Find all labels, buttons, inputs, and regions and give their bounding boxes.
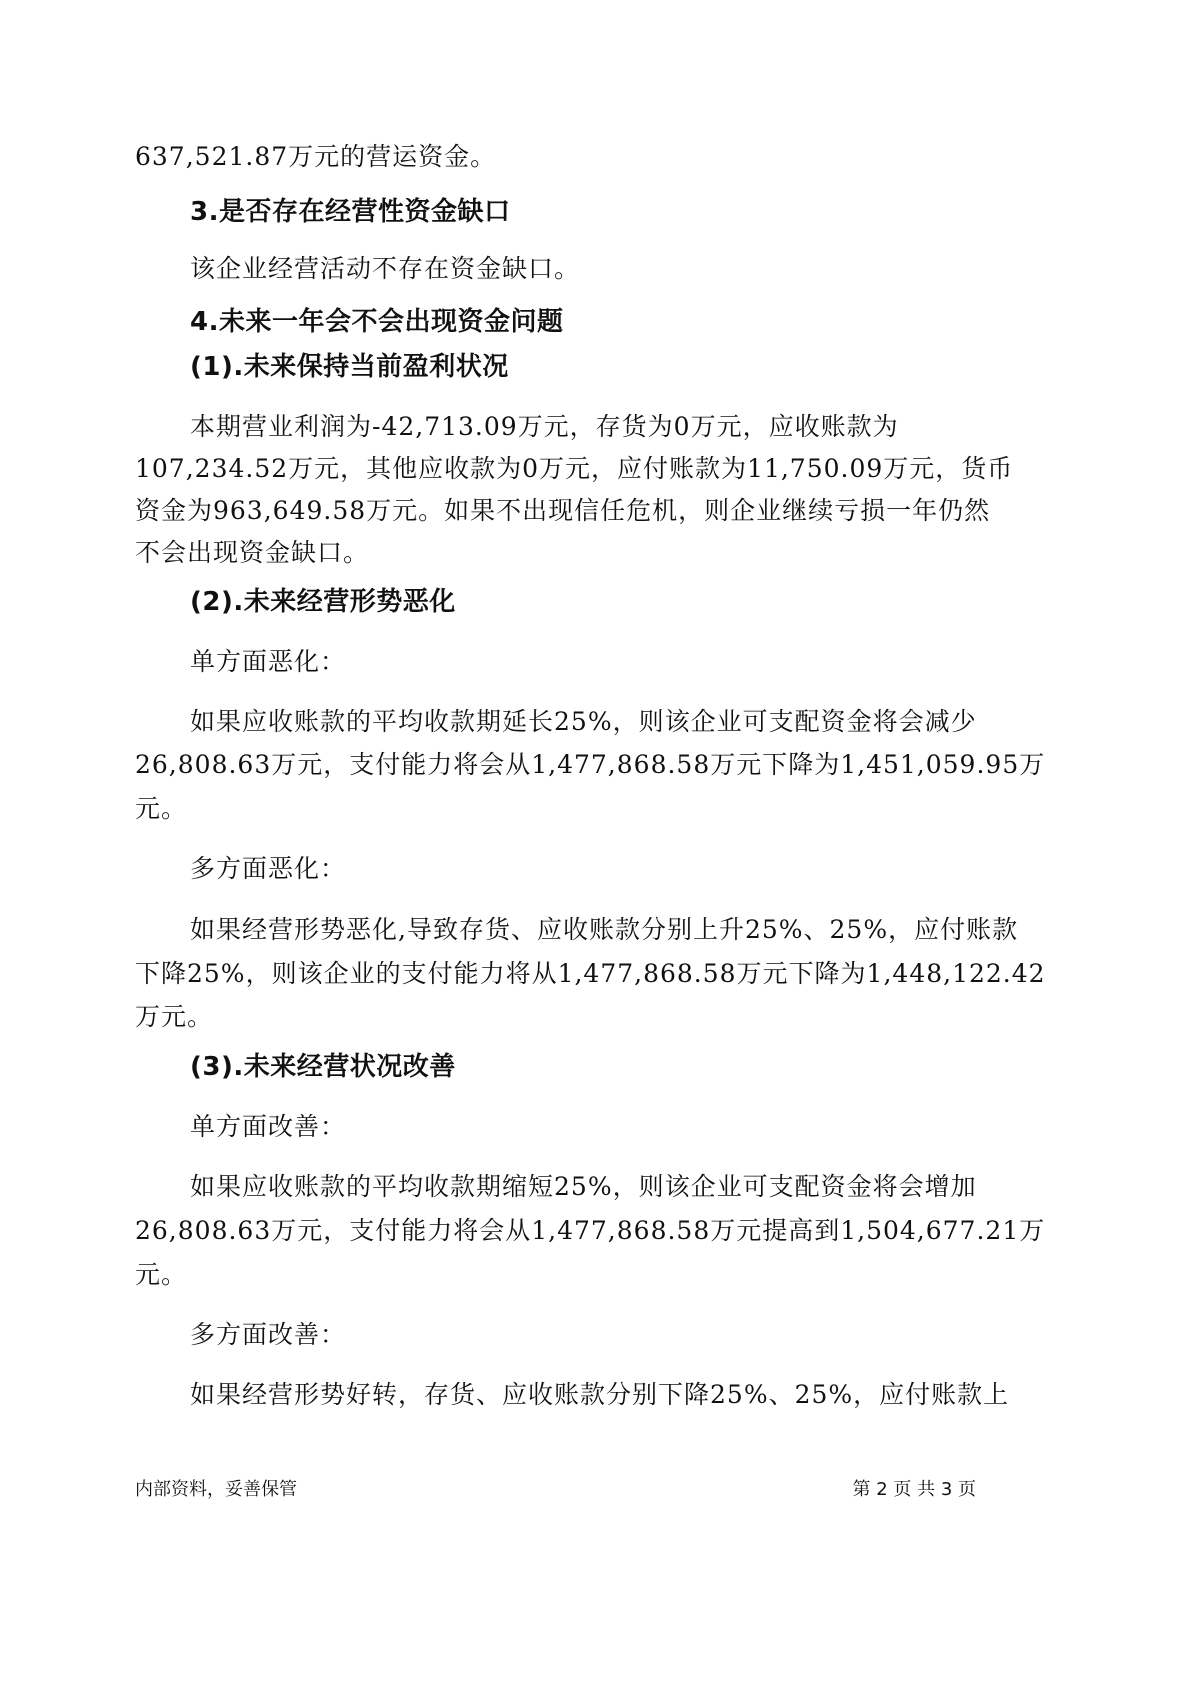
paragraph-line: 不会出现资金缺口。 [135, 538, 370, 567]
paragraph-line: 元。 [135, 794, 188, 823]
paragraph-line: 26,808.63万元，支付能力将会从1,477,868.58万元下降为1,451,059.95万 [135, 750, 1046, 779]
section-heading: 4.未来一年会不会出现资金问题 [190, 307, 564, 337]
paragraph-line: 637,521.87万元的营运资金。 [135, 142, 497, 171]
paragraph-label: 多方面恶化： [190, 854, 347, 883]
subsection-heading: (2).未来经营形势恶化 [190, 587, 456, 617]
paragraph-line: 如果经营形势好转，存货、应收账款分别下降25%、25%，应付账款上 [190, 1380, 1010, 1409]
subsection-heading: (3).未来经营状况改善 [190, 1052, 456, 1082]
section-heading: 3.是否存在经营性资金缺口 [190, 197, 511, 227]
paragraph-label: 单方面改善： [190, 1112, 347, 1141]
paragraph-line: 元。 [135, 1260, 188, 1289]
paragraph-line: 如果应收账款的平均收款期缩短25%，则该企业可支配资金将会增加 [190, 1172, 977, 1201]
paragraph-line: 本期营业利润为-42,713.09万元，存货为0万元，应收账款为 [190, 412, 899, 441]
subsection-heading: (1).未来保持当前盈利状况 [190, 352, 509, 382]
footer-page-number: 第 2 页 共 3 页 [852, 1479, 976, 1500]
paragraph-line: 107,234.52万元，其他应收款为0万元，应付账款为11,750.09万元，货币 [135, 454, 1014, 483]
paragraph-line: 该企业经营活动不存在资金缺口。 [190, 254, 581, 283]
paragraph-label: 多方面改善： [190, 1320, 347, 1349]
paragraph-line: 如果经营形势恶化,导致存货、应收账款分别上升25%、25%，应付账款 [190, 915, 1019, 944]
paragraph-line: 如果应收账款的平均收款期延长25%，则该企业可支配资金将会减少 [190, 707, 977, 736]
paragraph-line: 万元。 [135, 1002, 214, 1031]
paragraph-line: 下降25%，则该企业的支付能力将从1,477,868.58万元下降为1,448,122.42 [135, 959, 1046, 988]
paragraph-line: 资金为963,649.58万元。如果不出现信任危机，则企业继续亏损一年仍然 [135, 496, 991, 525]
paragraph-label: 单方面恶化： [190, 647, 347, 676]
paragraph-line: 26,808.63万元，支付能力将会从1,477,868.58万元提高到1,504,677.21万 [135, 1216, 1046, 1245]
footer-confidential-note: 内部资料，妥善保管 [135, 1479, 297, 1500]
